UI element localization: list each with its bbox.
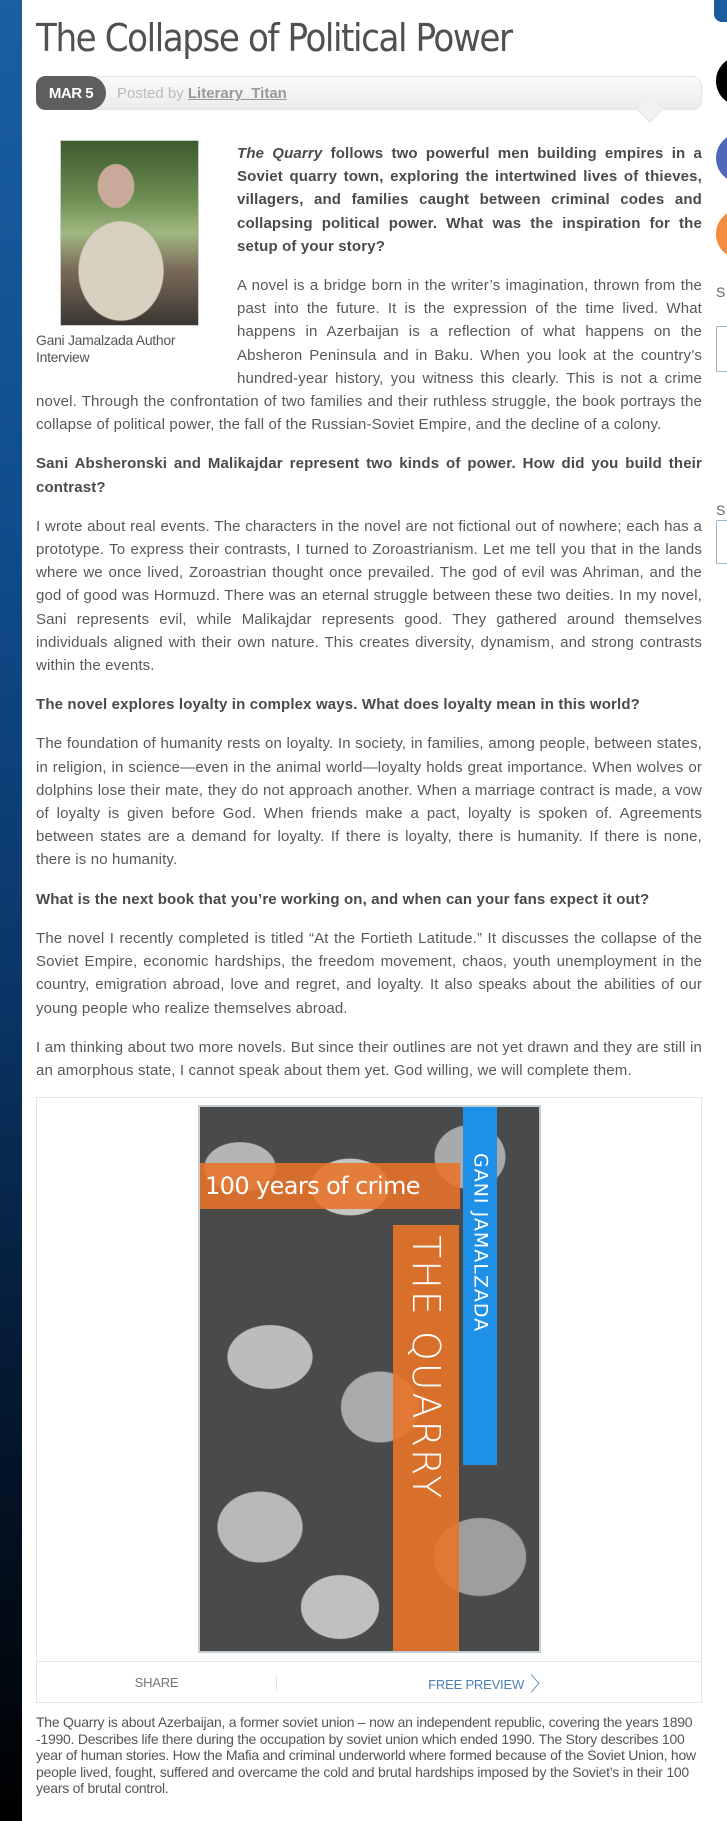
- interview-answer: I wrote about real events. The characters in the novel are not fictional out of nowhere; each has a prototype. To express their contrasts, I turned to Zoroastrianism. Let me tell you that in the lands where we once lived, Zoroastrian thought once prevailed. The god of evil was Ahriman, and the god of good was Hormuzd. There was an eternal struggle between these two deities. In my novel, Sani represents evil, while Malikajdar represents good. They gathered around themselves individuals aligned with their own nature. This creates diversity, dynamism, and strong contrasts within the events.: [36, 517, 702, 675]
- right-sidebar: [714, 0, 727, 1821]
- free-preview-label: FREE PREVIEW: [428, 1677, 525, 1692]
- book-title-italic: The Quarry: [237, 145, 323, 162]
- interview-question: The novel explores loyalty in complex ways. What does loyalty mean in this world?: [36, 696, 640, 714]
- cover-subtitle: 100 years of crime: [200, 1163, 460, 1209]
- interview-body: [36, 142, 702, 1098]
- sidebar-input[interactable]: [716, 326, 727, 372]
- post-meta-bar: [36, 76, 702, 110]
- cover-title: THE QUARRY: [404, 1235, 448, 1501]
- interview-question: The Quarry follows two powerful men building empires in a Soviet quarry town, exploring the intertwined lives of thieves, villagers, and families caught between criminal codes and collapsing political power. What was the inspiration for the setup of your story?: [237, 145, 702, 255]
- interview-answer: The novel I recently completed is titled “At the Fortieth Latitude.” It discusses the collapse of the Soviet Empire, economic hardships, the freedom movement, chaos, youth unemployment in the country, emigration abroad, love and regret, and loyalty. It also speaks about the abilities of our young people who realize themselves abroad.: [36, 929, 702, 1017]
- sidebar-label: S: [716, 284, 726, 300]
- chevron-right-icon: 〉: [530, 1674, 550, 1696]
- interview-answer: I am thinking about two more novels. But since their outlines are not yet drawn and they are still in an amorphous state, I cannot speak about them yet. God willing, we will complete them.: [36, 1038, 702, 1079]
- social-icon-orange[interactable]: [716, 209, 727, 259]
- share-button[interactable]: SHARE: [37, 1674, 277, 1692]
- cover-author: GANI JAMALZADA: [469, 1153, 492, 1333]
- book-cover[interactable]: [198, 1105, 541, 1653]
- interview-answer: A novel is a bridge born in the writer’s imagination, thrown from the past into the future. It is the expression of the time lived. What happens in Azerbaijan is a reflection of what happens on the Absheron Peninsula and in Baku. When you look at the country’s hundred-year history, you witness this clearly. This is not a crime novel. Through the confrontation of two families and their ruthless struggle, the book portrays the collapse of political power, the fall of the Russian-Soviet Empire, and the decline of a colony.: [36, 277, 702, 434]
- figure-spacer: [36, 142, 237, 372]
- cover-author-band: [463, 1107, 497, 1465]
- widget-footer: [37, 1661, 701, 1703]
- page-background-left: [0, 0, 22, 1821]
- date-badge: MAR 5: [36, 76, 106, 110]
- book-blurb: The Quarry is about Azerbaijan, a former soviet union – now an independent republic, covering the years 1890 -1990. Describes life there during the occupation by soviet union which ended 1990. The Story describes 100 year of human stories. How the Mafia and criminal underworld where formed because of the Soviet Union, how people lived, fought, suffered and overcame the cold and brutal hardships imposed by the Soviet’s in their 100 years of brutal control.: [36, 1714, 696, 1796]
- meta-bar-pointer: [637, 97, 662, 122]
- social-icon-blue[interactable]: [716, 133, 727, 183]
- author-photo-caption: Gani Jamalzada Author Interview: [36, 332, 176, 365]
- interview-question: What is the next book that you’re working on, and when can your fans expect it out?: [36, 890, 650, 908]
- cover-title-band: [393, 1225, 459, 1653]
- posted-by: [117, 85, 287, 102]
- sidebar-top-button[interactable]: [714, 0, 727, 22]
- sidebar-select[interactable]: [716, 520, 727, 564]
- interview-answer: The foundation of humanity rests on loyalty. In society, in families, among people, between states, in religion, in science—even in the animal world—loyalty holds great importance. When wolves or dolphins lose their mate, they do not approach another. When a marriage contract is made, a vow of loyalty is given before God. When friends make a pact, loyalty is spoken of. Agreements between states are a demand for loyalty. If there is loyalty, there is humanity. If there is none, there is no humanity.: [36, 735, 702, 869]
- posted-by-label: Posted by: [117, 85, 184, 102]
- social-icon-dark[interactable]: [716, 56, 727, 106]
- sidebar-label: S: [716, 502, 726, 518]
- book-preview-widget: [36, 1097, 702, 1703]
- interview-question: Sani Absheronski and Malikajdar represent two kinds of power. How did you build their contrast?: [36, 455, 702, 496]
- free-preview-button[interactable]: [277, 1668, 701, 1697]
- author-link[interactable]: Literary_Titan: [187, 85, 287, 102]
- post-title: The Collapse of Political Power: [36, 16, 512, 60]
